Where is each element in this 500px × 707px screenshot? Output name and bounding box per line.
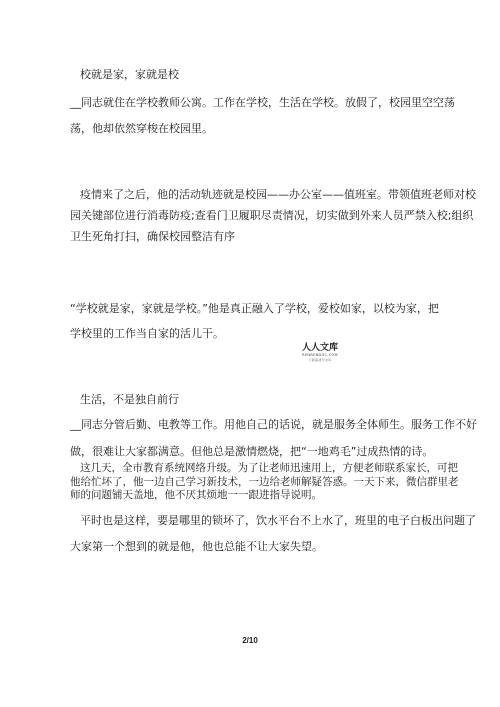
paragraph-5-line-2: 他给忙坏了，他一边自己学习新技术，一边给老师解疑答惑。一天下来，微信群里老 (70, 476, 459, 488)
paragraph-2-line-3: 卫生死角打扫，确保校园整洁有序 (70, 230, 235, 243)
paragraph-3-line-2: 学校里的工作当自家的活儿干。 (70, 327, 224, 340)
paragraph-5-line-3: 师的问题铺天盖地，他不厌其烦地一一跟进指导说明。 (70, 489, 322, 501)
paragraph-2-line-1: 疫情来了之后，他的活动轨迹就是校园——办公室——值班室。带领值班老师对校 (80, 188, 476, 201)
page-number: 2/10 (242, 636, 258, 645)
paragraph-5-line-1: 这几天，全市教育系统网络升级。为了让老师迅速用上，方便老师联系家长，可把 (80, 462, 458, 474)
paragraph-3-line-1: “学校就是家，家就是学校。”他是真正融入了学校，爱校如家，以校为家，把 (70, 302, 439, 315)
paragraph-1-line-1: __同志就住在学校教师公寓。工作在学校，生活在学校。放假了，校园里空空荡 (70, 96, 455, 109)
paragraph-6-line-2: 大家第一个想到的就是他，他也总能不让大家失望。 (70, 540, 323, 553)
watermark-logo (296, 343, 344, 362)
paragraph-4-line-2: 做，很难让大家都满意。但他总是激情燃烧，把“一地鸡毛”过成热情的诗。 (70, 445, 434, 458)
paragraph-2-line-2: 园关键部位进行消毒防疫;查看门卫履职尽责情况，切实做到外来人员严禁入校;组织 (70, 209, 474, 222)
paragraph-4-line-1: __同志分管后勤、电教等工作。用他自己的话说，就是服务全体师生。服务工作不好 (70, 418, 477, 431)
watermark-tagline: 下载高清无水印 (308, 358, 332, 362)
section-heading-1: 校就是家，家就是校 (80, 68, 179, 81)
paragraph-1-line-2: 荡，他却依然穿梭在校园里。 (70, 122, 213, 135)
paragraph-6-line-1: 平时也是这样，要是哪里的锁坏了，饮水平台不上水了，班里的电子白板出问题了 (80, 514, 476, 527)
watermark-subtitle: RENRENDOC.COM (302, 353, 338, 357)
section-heading-2: 生活，不是独自前行 (80, 393, 179, 406)
watermark-title: 人人文库 (301, 343, 338, 353)
